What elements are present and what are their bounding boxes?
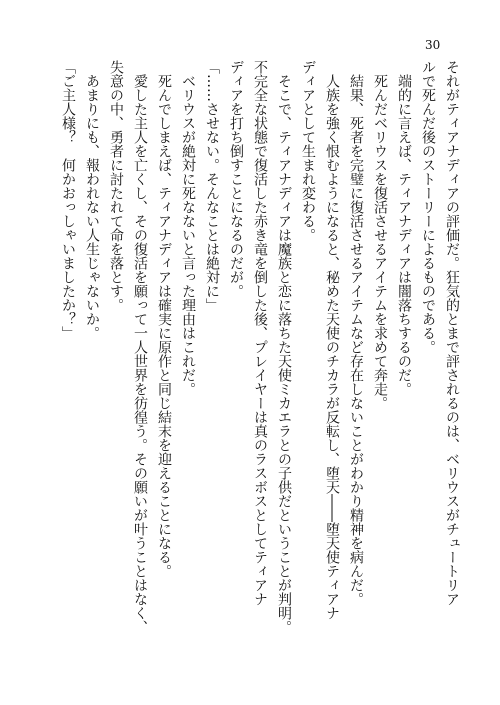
text-line: 人族を強く恨むようになると、秘めた天使のチカラが反転し、堕天――堕天使ティアナ — [324, 74, 340, 620]
text-line: 「ご主人様？ 何かおっしゃいましたか？」 — [60, 60, 76, 340]
text-line: 端的に言えば、ティアナディアは闇落ちするのだ。 — [396, 74, 412, 396]
text-line: そこで、ティアナディアは魔族と恋に落ちた天使ミカエラとの子供だということが判明。 — [276, 74, 292, 634]
text-line: あまりにも、報われない人生じゃないか。 — [84, 74, 100, 340]
text-line: 「……させない。そんなことは絶対に」 — [204, 60, 220, 312]
text-line: それがティアナディアの評価だ。狂気的とまで評されるのは、ベリウスがチュートリア — [444, 60, 460, 606]
page-number: 30 — [425, 38, 441, 52]
text-line: ルで死んだ後のストーリーによるものである。 — [420, 60, 436, 354]
text-line: ベリウスが絶対に死なないと言った理由はこれだ。 — [180, 74, 196, 396]
text-line: 愛した主人を亡くし、その復活を願って一人世界を彷徨う。その願いが叶うことはなく、 — [132, 74, 148, 634]
text-line: 死んだベリウスを復活させるアイテムを求めて奔走。 — [372, 74, 388, 410]
text-line: ディアを打ち倒すことになるのだが。 — [228, 60, 244, 298]
text-line: 不完全な状態で復活した赤き竜を倒した後、プレイヤーは真のラスボスとしてティアナ — [252, 60, 268, 606]
text-line: 失意の中、勇者に討たれて命を落とす。 — [108, 60, 124, 312]
vertical-text-block — [60, 60, 465, 660]
text-line: ディアとして生まれ変わる。 — [300, 60, 316, 242]
text-line: 結果、死者を完璧に復活させるアイテムなど存在しないことがわかり精神を病んだ。 — [348, 74, 364, 606]
text-line: 死んでしまえば、ティアナディアは確実に原作と同じ結末を迎えることになる。 — [156, 74, 172, 578]
